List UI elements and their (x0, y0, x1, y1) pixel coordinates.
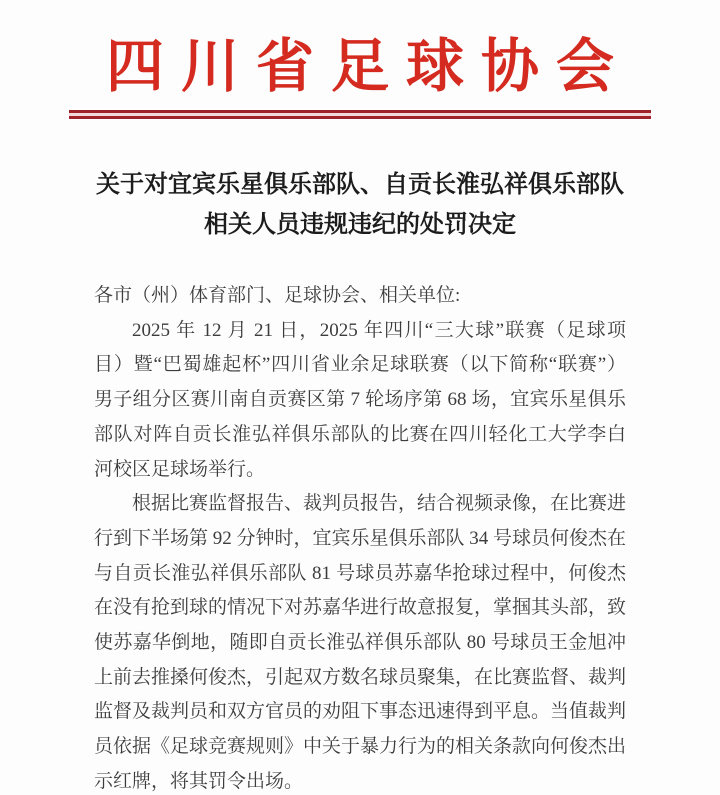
paragraph-2 (94, 487, 626, 795)
document-title-line2: 相关人员违规违纪的处罚决定 (204, 212, 516, 238)
body-line: 上前去推搡何俊杰，引起双方数名球员聚集，在比赛监督、裁判 (94, 666, 627, 688)
paragraph-1 (94, 314, 626, 488)
document-title-line1: 关于对宜宾乐星俱乐部队、自贡长淮弘祥俱乐部队 (96, 172, 624, 198)
salutation-line: 各市（州）体育部门、足球协会、相关单位: (94, 285, 461, 306)
body-line: 与自贡长淮弘祥俱乐部队 81 号球员苏嘉华抢球过程中，何俊杰 (94, 562, 626, 584)
body-line: 监督及裁判员和双方官员的劝阻下事态迅速得到平息。当值裁判 (94, 701, 627, 723)
body-line: 行到下半场第 92 分钟时，宜宾乐星俱乐部队 34 号球员何俊杰在 (94, 527, 627, 549)
document-title (0, 165, 720, 245)
body-line: 目）暨“巴蜀雄起杯”四川省业余足球联赛（以下简称“联赛”） (94, 354, 626, 376)
document-body (94, 279, 626, 795)
body-line: 员依据《足球竞赛规则》中关于暴力行为的相关条款向何俊杰出 (94, 736, 627, 758)
body-line: 使苏嘉华倒地，随即自贡长淮弘祥俱乐部队 80 号球员王金旭冲 (94, 632, 626, 654)
letterhead (0, 34, 720, 119)
body-line: 2025 年 12 月 21 日，2025 年四川“三大球”联赛（足球项 (132, 319, 626, 341)
body-line: 根据比赛监督报告、裁判员报告，结合视频录像，在比赛进 (132, 493, 627, 515)
body-paragraphs (94, 314, 626, 795)
body-line: 河校区足球场举行。 (94, 458, 266, 480)
body-line: 男子组分区赛川南自贡赛区第 7 轮场序第 68 场，宜宾乐星俱乐 (94, 389, 626, 411)
red-double-rule (69, 110, 651, 119)
body-line: 在没有抢到球的情况下对苏嘉华进行故意报复，掌掴其头部，致 (94, 597, 627, 619)
org-name-title: 四川省足球协会 (105, 34, 631, 99)
body-line: 示红牌，将其罚令出场。 (94, 770, 304, 792)
body-line: 部队对阵自贡长淮弘祥俱乐部队的比赛在四川轻化工大学李白 (94, 423, 626, 445)
